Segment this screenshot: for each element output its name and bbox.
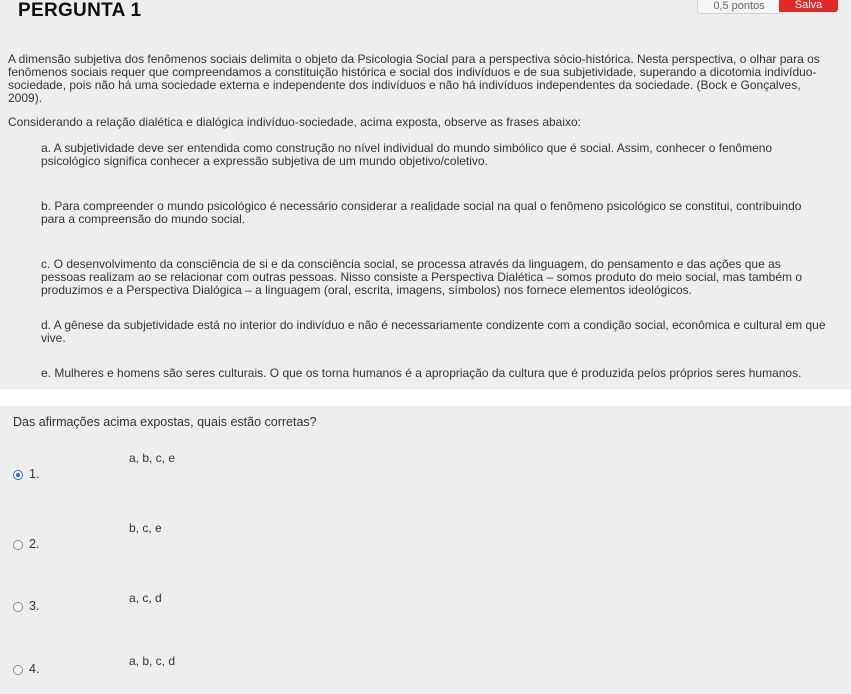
option-text[interactable]: a, b, c, d — [129, 654, 176, 668]
question-body — [0, 44, 851, 389]
radio-button[interactable] — [13, 602, 23, 612]
option-text[interactable]: b, c, e — [129, 521, 162, 535]
answer-section — [0, 406, 851, 684]
option-number: 2. — [29, 537, 40, 551]
option-number: 4. — [29, 662, 40, 676]
save-button[interactable]: Salva — [779, 0, 838, 12]
option-number: 3. — [29, 599, 40, 613]
question-text: Das afirmações acima expostas, quais estão corretas? — [13, 415, 317, 429]
statement-d: d. A gênese da subjetividade está no interior do indivíduo e não é necessariamente condizente com a condição social, econômica e cultural em que vive. — [41, 318, 826, 345]
question-title: PERGUNTA 1 — [18, 0, 142, 21]
statement-c: c. O desenvolvimento da consciência de si e da consciência social, se processa através da linguagem, do pensamento e das ações que as pessoas realizam ao se relacionar com outras pessoas. Nisso consiste a Perspectiva Dialética – somos produto do meio social, mas também o produzimos e a Perspectiva Dialógica – a linguagem (oral, escrita, imagens, símbolos) nos fornece elementos ideológicos. — [41, 257, 803, 297]
radio-button[interactable] — [13, 540, 23, 550]
answer-option-4[interactable] — [13, 654, 333, 694]
points-indicator: 0,5 pontos — [697, 0, 781, 14]
consider-paragraph: Considerando a relação dialética e dialógica indivíduo-sociedade, acima exposta, observe as frases abaixo: — [8, 115, 582, 129]
option-number: 1. — [29, 467, 40, 481]
radio-button[interactable] — [13, 665, 23, 675]
answer-option-3[interactable] — [13, 592, 333, 632]
option-text[interactable]: a, c, d — [129, 591, 162, 605]
answer-option-2[interactable] — [13, 521, 333, 569]
answer-option-1[interactable] — [13, 450, 333, 490]
radio-button-selected[interactable] — [13, 470, 23, 480]
divider — [0, 389, 851, 406]
statement-b: b. Para compreender o mundo psicológico é necessário considerar a realidade social na qual o fenômeno psicológico se constitui, contribuindo para a compreensão do mundo social. — [41, 199, 802, 226]
option-text[interactable]: a, b, c, e — [129, 451, 176, 465]
statement-a: a. A subjetividade deve ser entendida como construção no nível individual do mundo simbólico que é social. Assim, conhecer o fenômeno psicológico significa conhecer a expressão subjetiva de um mundo objetivo/coletivo. — [41, 141, 773, 168]
intro-paragraph: A dimensão subjetiva dos fenômenos sociais delimita o objeto da Psicologia Social para a perspectiva sócio-histórica. Nesta perspectiva, o olhar para os fenômenos sociais requer que compreendamos a constituição histórica e social dos indivíduos e de sua subjetividade, superando a dicotomia indivíduo-sociedade, pois não há uma sociedade externa e independente dos indivíduos e não há indivíduos independentes da sociedade. (Bock e Gonçalves, 2009). — [8, 52, 820, 105]
statement-e: e. Mulheres e homens são seres culturais. O que os torna humanos é a apropriação da cultura que é produzida pelos próprios seres humanos. — [41, 366, 802, 380]
